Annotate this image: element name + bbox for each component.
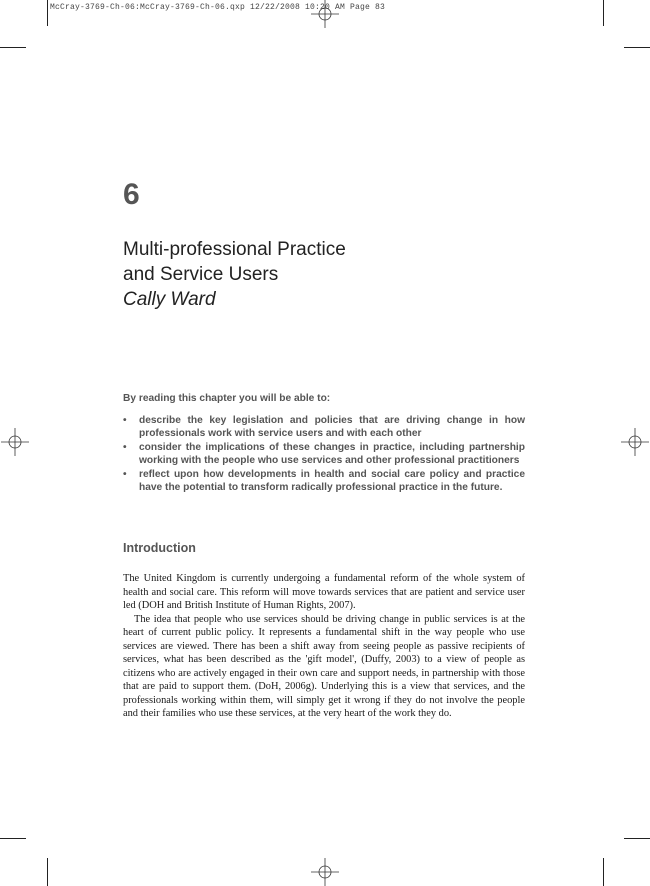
crop-mark-top-right-horizontal	[624, 47, 650, 48]
objective-item	[123, 441, 525, 468]
objective-text: consider the implications of these changes in practice, including partnership working with the people who use services and other professional practitioners	[139, 441, 525, 466]
chapter-title-line-1: Multi-professional Practice	[123, 239, 346, 260]
objectives-list	[123, 414, 525, 495]
objective-text: describe the key legislation and policies that are driving change in how professionals work with service users and with each other	[139, 414, 525, 439]
registration-mark-left-icon	[1, 428, 29, 456]
crop-mark-bottom-left-horizontal	[0, 838, 26, 839]
registration-mark-right-icon	[621, 428, 649, 456]
chapter-author: Cally Ward	[123, 289, 216, 310]
chapter-heading-block	[123, 237, 443, 312]
objective-item	[123, 414, 525, 441]
body-paragraph: The United Kingdom is currently undergoing a fundamental reform of the whole system of health and social care. This reform will move towards services that are patient and service user led (DOH and British Institute of Human Rights, 2007).	[123, 573, 525, 611]
introduction-body	[123, 572, 525, 721]
objective-text: reflect upon how developments in health and social care policy and practice have the potential to transform radically professional practice in the future.	[139, 468, 525, 493]
objective-item	[123, 468, 525, 495]
crop-mark-bottom-left-vertical	[47, 858, 48, 886]
registration-mark-top-icon	[311, 0, 339, 28]
crop-mark-top-left-horizontal	[0, 47, 26, 48]
crop-mark-top-left-vertical	[47, 0, 48, 26]
chapter-title-line-2: and Service Users	[123, 264, 279, 285]
registration-mark-bottom-icon	[311, 858, 339, 886]
bullet-icon: •	[123, 468, 127, 480]
bullet-icon: •	[123, 441, 127, 453]
objectives-intro: By reading this chapter you will be able to:	[123, 393, 331, 404]
crop-mark-bottom-right-vertical	[603, 858, 604, 886]
learning-objectives	[123, 392, 525, 495]
body-paragraph: The idea that people who use services should be driving change in public services is at the heart of current public policy. It represents a fundamental shift in the way people who use services are viewed. There has been a shift away from seeing people as passive recipients of services, what has been described as the 'gift model', (Duffy, 2003) to a view of people as citizens who are actively engaged in their own care and support needs, in partnership with those that are paid to support them. (DoH, 2006g). Underlying this is a view that services, and the professionals working within them, will simply get it wrong if they do not involve the people and their families who use these services, at the very heart of the work they do.	[123, 613, 525, 719]
crop-mark-top-right-vertical	[603, 0, 604, 26]
bullet-icon: •	[123, 414, 127, 426]
section-heading-introduction: Introduction	[123, 541, 196, 555]
crop-mark-bottom-right-horizontal	[624, 838, 650, 839]
printer-slug-line: McCray-3769-Ch-06:McCray-3769-Ch-06.qxp 12/22/2008 10:20 AM Page 83	[50, 3, 386, 12]
chapter-number: 6	[123, 178, 140, 211]
